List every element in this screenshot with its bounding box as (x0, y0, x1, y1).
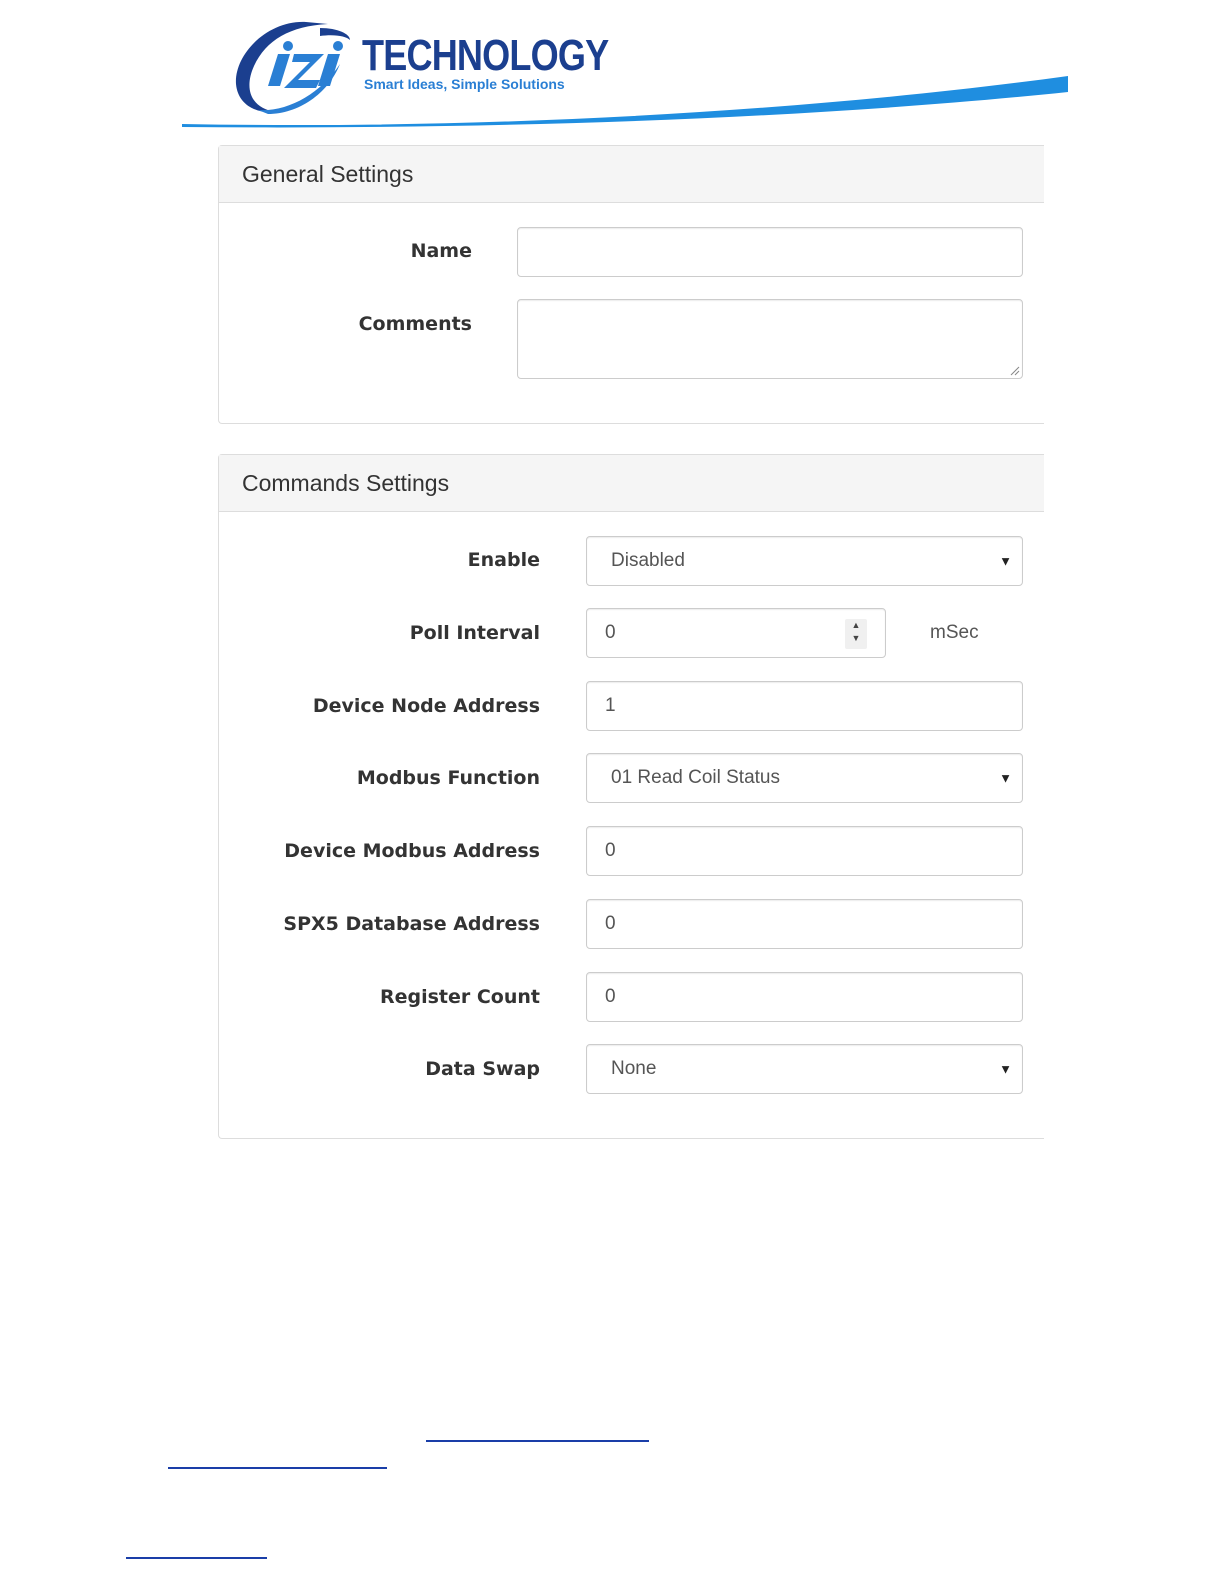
spinner-up-icon[interactable]: ▲ (851, 620, 861, 630)
device-modbus-address-input[interactable] (586, 826, 1023, 876)
register-count-input[interactable] (586, 972, 1023, 1022)
device-node-address-input[interactable] (586, 681, 1023, 731)
modbus-function-select[interactable] (586, 753, 1023, 803)
register-count-value: 0 (605, 986, 616, 1007)
footer-link-underline[interactable] (126, 1557, 267, 1559)
spinner-down-icon[interactable]: ▼ (851, 633, 861, 643)
comments-textarea[interactable] (517, 299, 1023, 379)
poll-interval-input[interactable] (586, 608, 886, 658)
izi-logo-icon (228, 14, 356, 114)
spx5-database-address-input[interactable] (586, 899, 1023, 949)
caret-down-icon: ▼ (999, 1061, 1012, 1077)
footer-link-underline[interactable] (168, 1467, 387, 1469)
brand-name: TECHNOLOGY (362, 31, 609, 80)
data-swap-select[interactable] (586, 1044, 1023, 1094)
panel-title: General Settings (219, 146, 1044, 203)
data-swap-label: Data Swap (425, 1058, 540, 1080)
poll-interval-label: Poll Interval (409, 622, 540, 644)
modbus-function-label: Modbus Function (356, 767, 540, 789)
caret-down-icon: ▼ (999, 770, 1012, 786)
enable-value: Disabled (611, 550, 685, 571)
number-spinner[interactable] (845, 619, 867, 649)
panel-title: Commands Settings (219, 455, 1044, 512)
spx5-database-address-value: 0 (605, 913, 616, 934)
device-node-address-label: Device Node Address (312, 695, 540, 717)
comments-label: Comments (358, 313, 472, 335)
footer-link-underline[interactable] (426, 1440, 649, 1442)
enable-select[interactable] (586, 536, 1023, 586)
resize-grip-icon[interactable] (1010, 366, 1020, 376)
name-input[interactable] (517, 227, 1023, 277)
register-count-label: Register Count (379, 986, 540, 1008)
device-modbus-address-label: Device Modbus Address (284, 840, 540, 862)
commands-settings-panel (218, 454, 1044, 1139)
name-label: Name (410, 240, 472, 262)
device-node-address-value: 1 (605, 695, 616, 716)
device-modbus-address-value: 0 (605, 840, 616, 861)
poll-interval-unit: mSec (930, 622, 979, 643)
modbus-function-value: 01 Read Coil Status (611, 767, 780, 788)
enable-label: Enable (467, 549, 540, 571)
data-swap-value: None (611, 1058, 657, 1079)
brand-tagline: Smart Ideas, Simple Solutions (364, 76, 565, 92)
header-swoosh (0, 0, 1224, 135)
spx5-database-address-label: SPX5 Database Address (283, 913, 540, 935)
page-header (0, 0, 1224, 135)
poll-interval-value: 0 (605, 622, 616, 643)
caret-down-icon: ▼ (999, 553, 1012, 569)
general-settings-panel (218, 145, 1044, 424)
